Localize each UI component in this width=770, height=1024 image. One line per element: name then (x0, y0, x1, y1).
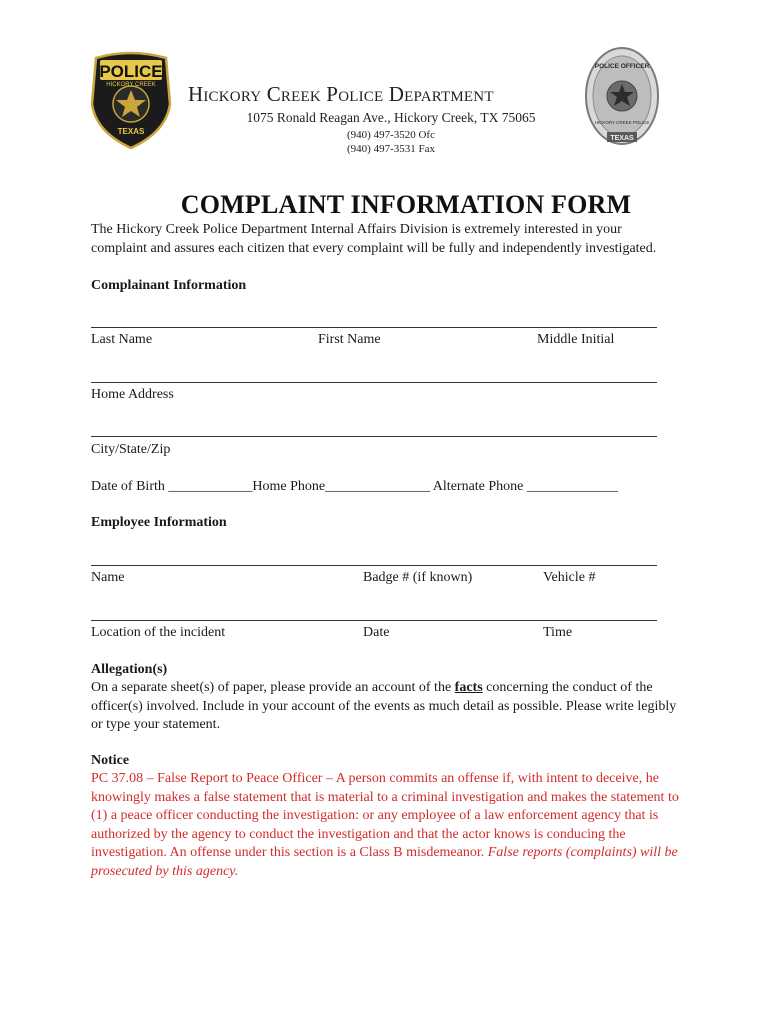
home-address-line[interactable] (91, 382, 657, 383)
allegation-text-before: On a separate sheet(s) of paper, please provide an account of the (91, 680, 455, 695)
date-label: Date (363, 625, 390, 640)
employee-name-label: Name (91, 570, 125, 585)
allegation-heading: Allegation(s) (91, 662, 168, 677)
department-phones (0, 128, 770, 156)
vehicle-label: Vehicle # (543, 570, 596, 585)
notice-heading: Notice (91, 753, 130, 768)
notice-text: PC 37.08 – False Report to Peace Officer – A person commits an offense if, with intent to deceive, he knowingly makes a false statement that is material to a criminal investigation and makes the statement to (1) a peace officer conducting the investigation: or any employee of a law enforcement agency that is authorized by the agency to conduct the investigation and that the actor knows is conducing the investigation. An offense under this section is a Class B misdemeanor. (91, 771, 679, 860)
incident-line[interactable] (91, 620, 657, 621)
employee-heading: Employee Information (91, 515, 227, 530)
notice-paragraph (91, 770, 683, 881)
patch-city-text: HICKORY CREEK (106, 82, 156, 88)
badge-label: Badge # (if known) (363, 570, 473, 585)
notice-italic-warning: False reports (complaints) will be prosecuted by this agency. (91, 845, 678, 879)
form-title: COMPLAINT INFORMATION FORM (180, 190, 632, 219)
first-name-label: First Name (318, 332, 381, 347)
badge-middle-text: HICKORY CREEK POLICE (594, 120, 650, 125)
badge-top-text: POLICE OFFICER (594, 63, 650, 70)
time-label: Time (543, 625, 573, 640)
city-state-zip-label: City/State/Zip (91, 442, 171, 457)
fax-phone: (940) 497-3531 Fax (347, 143, 435, 155)
allegation-paragraph (91, 679, 677, 735)
facts-emphasis: facts (454, 680, 483, 695)
office-phone: (940) 497-3520 Ofc (347, 129, 435, 141)
department-address: 1075 Ronald Reagan Ave., Hickory Creek, TX 75065 (246, 110, 536, 125)
department-name: Hickory Creek Police Department (188, 82, 494, 106)
home-address-label: Home Address (91, 387, 174, 402)
city-state-zip-line[interactable] (91, 436, 657, 437)
middle-initial-label: Middle Initial (537, 332, 615, 347)
employee-name-line[interactable] (91, 565, 657, 566)
badge-state-text: TEXAS (610, 135, 634, 142)
dob-phone-fields[interactable]: Date of Birth ____________Home Phone_______________ Alternate Phone _____________ (91, 479, 618, 494)
intro-paragraph: The Hickory Creek Police Department Internal Affairs Division is extremely interested in your complaint and assures each citizen that every complaint will be fully and independently investigated. (91, 222, 657, 256)
name-line[interactable] (91, 327, 657, 328)
patch-state-text: TEXAS (117, 127, 145, 136)
last-name-label: Last Name (91, 332, 153, 347)
complainant-heading: Complainant Information (91, 278, 247, 293)
location-label: Location of the incident (91, 625, 226, 640)
allegation-text-after: concerning the conduct of the officer(s) involved. Include in your account of the events as much detail as possible. Please write legibly or type your statement. (91, 680, 677, 732)
patch-police-text: POLICE (99, 62, 163, 81)
